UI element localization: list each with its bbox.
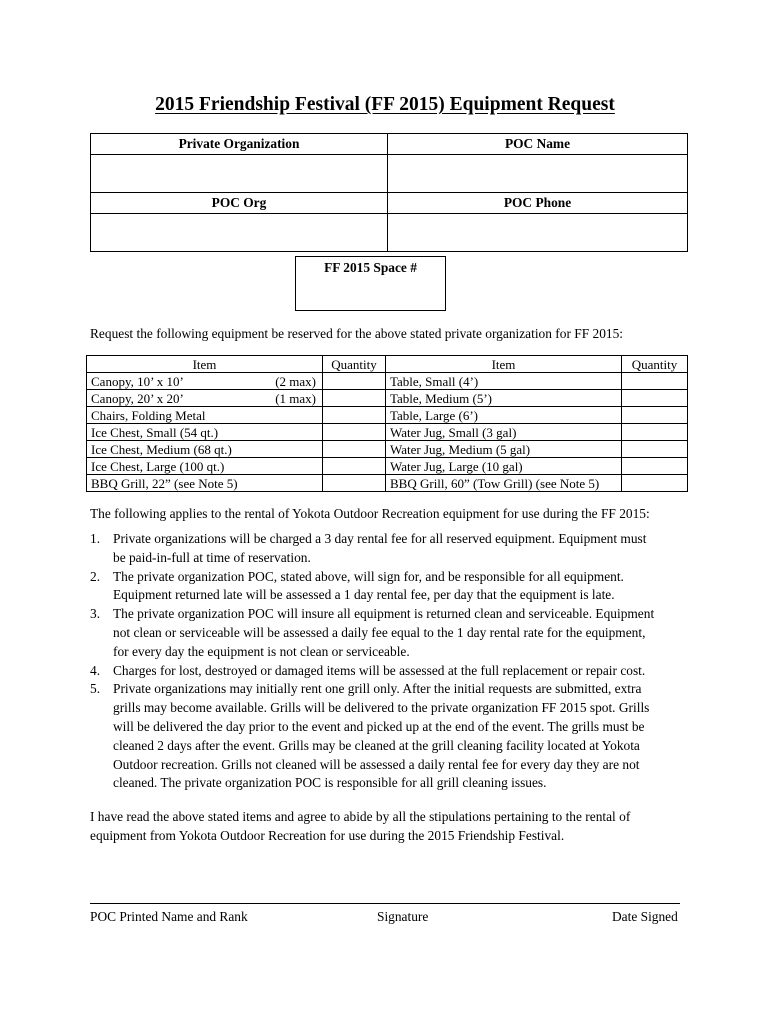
list-item bbox=[90, 605, 685, 661]
note-line: cleaned 2 days after the event. Grills may be cleaned at the grill cleaning facility located at Yokota bbox=[113, 737, 640, 753]
note-line: The private organization POC will insure all equipment is returned clean and serviceable. Equipment bbox=[113, 606, 655, 622]
note-line: for every day the equipment is not clean or serviceable. bbox=[113, 643, 410, 659]
space-number-label: FF 2015 Space # bbox=[324, 260, 417, 275]
item-limit: (2 max) bbox=[275, 373, 316, 389]
item-limit: (1 max) bbox=[275, 390, 316, 406]
equipment-item: Ice Chest, Small (54 qt.) bbox=[87, 424, 323, 441]
poc-org-label: POC Org bbox=[91, 193, 388, 214]
note-line: The private organization POC, stated above, will sign for, and be responsible for all equipment. bbox=[113, 568, 624, 584]
quantity-field[interactable] bbox=[323, 424, 386, 441]
item-name: Canopy, 20’ x 20’ bbox=[91, 390, 184, 406]
equipment-table bbox=[86, 355, 688, 492]
note-number: 5. bbox=[90, 681, 101, 697]
organization-table bbox=[90, 133, 688, 252]
equipment-item: Water Jug, Small (3 gal) bbox=[386, 424, 622, 441]
poc-name-rank-label: POC Printed Name and Rank bbox=[90, 909, 248, 924]
equipment-item: Ice Chest, Large (100 qt.) bbox=[87, 458, 323, 475]
equipment-item: Table, Small (4’) bbox=[386, 373, 622, 390]
poc-name-field[interactable] bbox=[388, 155, 688, 193]
table-row bbox=[87, 390, 688, 407]
quantity-header: Quantity bbox=[622, 356, 688, 373]
note-line: Outdoor recreation. Grills not cleaned will be assessed a daily rental fee for every day they are not bbox=[113, 756, 640, 772]
note-line: Private organizations will be charged a 3 day rental fee for all reserved equipment. Equipment must bbox=[113, 531, 647, 546]
table-row bbox=[87, 373, 688, 390]
item-header: Item bbox=[87, 356, 323, 373]
request-intro: Request the following equipment be reserved for the above stated private organization for FF 2015: bbox=[90, 326, 624, 341]
quantity-field[interactable] bbox=[622, 424, 688, 441]
equipment-item: Water Jug, Medium (5 gal) bbox=[386, 441, 622, 458]
quantity-field[interactable] bbox=[323, 458, 386, 475]
table-row bbox=[87, 407, 688, 424]
table-row bbox=[87, 424, 688, 441]
quantity-field[interactable] bbox=[323, 475, 386, 492]
notes-list bbox=[90, 530, 685, 793]
equipment-item: Table, Large (6’) bbox=[386, 407, 622, 424]
form-title: 2015 Friendship Festival (FF 2015) Equipment Request bbox=[155, 94, 615, 115]
equipment-item: BBQ Grill, 60” (Tow Grill) (see Note 5) bbox=[386, 475, 622, 492]
equipment-item: Chairs, Folding Metal bbox=[87, 407, 323, 424]
quantity-field[interactable] bbox=[622, 373, 688, 390]
poc-phone-label: POC Phone bbox=[388, 193, 688, 214]
quantity-field[interactable] bbox=[622, 407, 688, 424]
private-organization-label: Private Organization bbox=[91, 134, 388, 155]
space-number-field[interactable] bbox=[295, 256, 446, 311]
note-line: be paid-in-full at time of reservation. bbox=[113, 549, 311, 565]
poc-org-field[interactable] bbox=[91, 214, 388, 252]
note-line: will be delivered the day prior to the event and picked up at the end of the event. The grills must be bbox=[113, 718, 645, 734]
list-item bbox=[90, 530, 685, 568]
quantity-field[interactable] bbox=[323, 441, 386, 458]
note-number: 3. bbox=[90, 606, 101, 622]
signature-line[interactable] bbox=[90, 903, 680, 904]
quantity-field[interactable] bbox=[622, 458, 688, 475]
date-signed-label: Date Signed bbox=[612, 909, 678, 924]
equipment-item: Water Jug, Large (10 gal) bbox=[386, 458, 622, 475]
quantity-header: Quantity bbox=[323, 356, 386, 373]
note-number: 1. bbox=[90, 531, 101, 546]
applies-statement: The following applies to the rental of Yokota Outdoor Recreation equipment for use during the FF 2015: bbox=[90, 506, 650, 521]
quantity-field[interactable] bbox=[323, 373, 386, 390]
note-line: not clean or serviceable will be assessed a daily fee equal to the 1 day rental rate for the equipment, bbox=[113, 624, 646, 640]
table-row bbox=[87, 475, 688, 492]
private-organization-field[interactable] bbox=[91, 155, 388, 193]
note-line: cleaned. The private organization POC is responsible for all grill cleaning issues. bbox=[113, 775, 547, 791]
note-number: 4. bbox=[90, 662, 101, 678]
equipment-item bbox=[87, 373, 323, 390]
quantity-field[interactable] bbox=[622, 390, 688, 407]
quantity-field[interactable] bbox=[323, 390, 386, 407]
table-row bbox=[87, 458, 688, 475]
list-item bbox=[90, 568, 685, 606]
agreement-line: I have read the above stated items and agree to abide by all the stipulations pertaining to the rental of bbox=[90, 809, 631, 824]
poc-name-label: POC Name bbox=[388, 134, 688, 155]
item-name: Canopy, 10’ x 10’ bbox=[91, 373, 184, 389]
equipment-item: Table, Medium (5’) bbox=[386, 390, 622, 407]
agreement-statement bbox=[90, 808, 685, 846]
item-header: Item bbox=[386, 356, 622, 373]
table-row bbox=[87, 441, 688, 458]
signature-label: Signature bbox=[377, 909, 429, 924]
quantity-field[interactable] bbox=[622, 475, 688, 492]
list-item bbox=[90, 680, 685, 793]
list-item bbox=[90, 662, 685, 681]
equipment-item: Ice Chest, Medium (68 qt.) bbox=[87, 441, 323, 458]
note-number: 2. bbox=[90, 568, 101, 584]
quantity-field[interactable] bbox=[323, 407, 386, 424]
poc-phone-field[interactable] bbox=[388, 214, 688, 252]
equipment-item: BBQ Grill, 22” (see Note 5) bbox=[87, 475, 323, 492]
note-line: grills may become available. Grills will be delivered to the private organization FF 2015 spot. Grills bbox=[113, 700, 650, 716]
quantity-field[interactable] bbox=[622, 441, 688, 458]
note-line: Private organizations may initially rent one grill only. After the initial requests are submitted, extra bbox=[113, 681, 642, 697]
note-line: Equipment returned late will be assessed a 1 day rental fee, per day that the equipment is late. bbox=[113, 587, 615, 603]
agreement-line: equipment from Yokota Outdoor Recreation for use during the 2015 Friendship Festival. bbox=[90, 827, 565, 843]
equipment-item bbox=[87, 390, 323, 407]
note-line: Charges for lost, destroyed or damaged items will be assessed at the full replacement or repair cost. bbox=[113, 662, 646, 678]
